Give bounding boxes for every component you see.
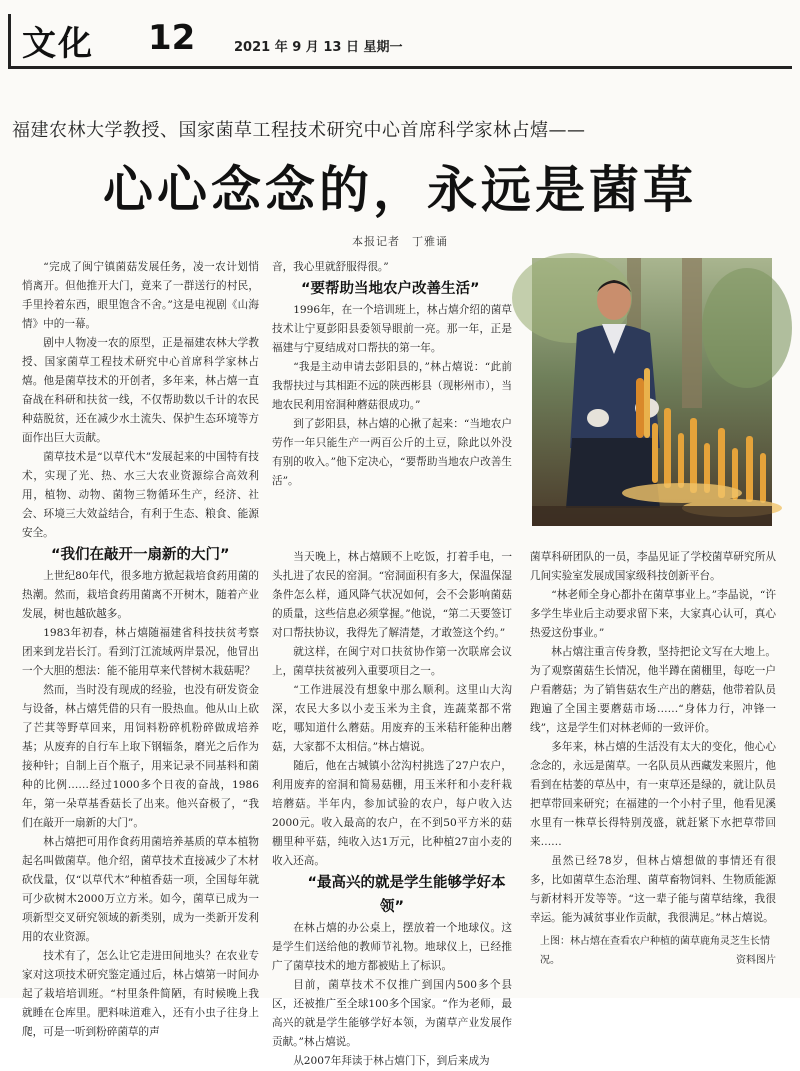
article-column-2 — [272, 258, 512, 548]
paragraph: 然而，当时没有现成的经验，也没有研发资金与设备，林占熺凭借的只有一股热血。他从山上砍了芒萁等野草回来，用饲料粉碎机粉碎做成培养基；从废弃的自行车上取下钢辐条，磨光之后作为接种针；自制上百个瓶子，用来记录不同基料和菌种的比例……经过1000多个日夜的奋战，1986年，第一朵草基香菇长了出来。他兴奋极了，“我们在敲开一扇新的大门”。 — [22, 684, 259, 829]
paragraph: 随后，他在古城镇小岔沟村挑选了27户农户，利用废弃的窑洞和简易菇棚，用玉米秆和小麦秆栽培蘑菇。半年内，参加试验的农户，每户收入达2000元。收入最高的农户，在不到50平方米的菇棚里种平菇，纯收入达1万元，比种植27亩小麦的收入还高。 — [272, 760, 512, 867]
section-name: 文化 — [22, 24, 94, 64]
page-number: 12 — [148, 18, 196, 58]
masthead-rule — [8, 66, 792, 69]
paragraph: 在林占熺的办公桌上，摆放着一个地球仪。这是学生们送给他的教师节礼物。地球仪上，已经推广了菌草技术的地方都被贴上了标识。 — [272, 922, 512, 972]
section-subhead: “要帮助当地农户改善生活” — [301, 281, 480, 297]
paragraph: 菌草科研团队的一员，李晶见证了学校菌草研究所从几间实验室发展成国家级科技创新平台。 — [530, 551, 776, 582]
article-column-3 — [530, 548, 776, 994]
paragraph: 1983年初春，林占熺随福建省科技扶贫考察团来到龙岩长汀。看到汀江流域两岸景况，他冒出一个大胆的想法：能不能用草来代替树木栽菇呢？ — [22, 627, 259, 677]
article-column-1 — [22, 258, 259, 1038]
paragraph: 虽然已经78岁，但林占熺想做的事情还有很多，比如菌草生态治理、菌草畜物饲料、生物质能源与新材料开发等等。“这一辈子能与菌草结缘，我很幸运。能为减贫事业作贡献，我很满足。”林占熺说。 — [530, 855, 776, 924]
paragraph: “完成了闽宁镇菌菇发展任务，凌一农计划悄悄离开。但他推开大门，竟来了一群送行的村民，手里拎着东西，眼里饱含不舍。”这是电视剧《山海情》中的一幕。 — [22, 261, 259, 330]
paragraph: 1996年，在一个培训班上，林占熺介绍的菌草技术让宁夏彭阳县委领导眼前一亮。那一年，正是福建与宁夏结成对口帮扶的第一年。 — [272, 304, 512, 354]
kicker-headline: 福建农林大学教授、国家菌草工程技术研究中心首席科学家林占熺—— — [12, 120, 586, 141]
paragraph: 就这样，在闽宁对口扶贫协作第一次联席会议上，菌草扶贫被列入重要项目之一。 — [272, 646, 512, 677]
paragraph: 上世纪80年代，很多地方掀起栽培食药用菌的热潮。然而，栽培食药用菌离不开树木，随着产业发展，树也越砍越多。 — [22, 570, 259, 620]
paragraph: 菌草技术是“以草代木”发展起来的中国特有技术，实现了光、热、水三大农业资源综合高效利用，植物、动物、菌物三物循环生产，经济、社会、环境三大效益结合，有利于生态、粮食、能源安全。 — [22, 451, 259, 539]
paragraph: 林占熺把可用作食药用菌培养基质的草本植物起名叫做菌草。他介绍，菌草技术直接减少了木材砍伐量，仅“以草代木”种植香菇一项，全国每年就可少砍树木2000万立方米。如今，菌草已成为一项新型交叉研究领域的新类别，成为一类新开发利用的农业资源。 — [22, 836, 259, 943]
section-subhead: “最高兴的就是学生能够学好本领” — [307, 875, 506, 915]
paragraph: “林老师全身心都扑在菌草事业上。”李晶说，“许多学生毕业后主动要求留下来，大家真心认可，真心热爱这份事业。” — [530, 589, 776, 639]
paragraph: “工作进展没有想象中那么顺利。这里山大沟深，农民大多以小麦玉米为主食，连蔬菜都不常吃，哪知道什么蘑菇。用废弃的玉米秸秆能种出蘑菇，大家都不太相信。”林占熺说。 — [272, 684, 512, 753]
article-column-2-lower — [272, 548, 512, 1067]
section-subhead: “我们在敲开一扇新的大门” — [51, 547, 230, 563]
paragraph: 多年来，林占熺的生活没有太大的变化，他心心念念的，永远是菌草。一名队员从西藏发来照片，他看到在枯萎的草丛中，有一束草还是绿的，就让队员把草带回来研究；在福建的一个小村子里，他看见溪水里有一株草长得特别茂盛，就赶紧下水把草带回来…… — [530, 741, 776, 848]
paragraph: “我是主动申请去彭阳县的，”林占熺说：“此前我帮扶过与其相距不远的陕西彬县（现彬州市），当地农民利用窑洞种蘑菇很成功。” — [272, 361, 512, 411]
masthead-bracket — [8, 14, 11, 68]
photo-caption — [540, 932, 776, 970]
article-photo — [532, 258, 772, 526]
paragraph: 音，我心里就舒服得很。” — [272, 261, 389, 273]
byline: 本报记者 丁雅诵 — [352, 235, 448, 248]
main-headline: 心心念念的，永远是菌草 — [103, 161, 697, 219]
issue-date: 2021 年 9 月 13 日 星期一 — [234, 40, 403, 55]
paragraph: 到了彭阳县，林占熺的心揪了起来：“当地农户劳作一年只能生产一两百公斤的土豆，除此以外没有别的收入。”他下定决心，“要帮助当地农户改善生活”。 — [272, 418, 512, 487]
photo-illustration — [532, 258, 772, 526]
photo-credit: 资料图片 — [736, 955, 776, 966]
paragraph: 从2007年拜读于林占熺门下，到后来成为 — [293, 1055, 490, 1067]
paragraph: 目前，菌草技术不仅推广到国内500多个县区，还被推广至全球100多个国家。“作为老师，最高兴的就是学生能够学好本领，为菌草产业发展作贡献。”林占熺说。 — [272, 979, 512, 1048]
paragraph: 剧中人物凌一农的原型，正是福建农林大学教授、国家菌草工程技术研究中心首席科学家林占熺。他是菌草技术的开创者，多年来，林占熺一直奋战在科研和扶贫一线，不仅帮助数以千计的农民种菇脱贫，还在减少水土流失、保护生态环境等方面作出巨大贡献。 — [22, 337, 259, 444]
paragraph: 技术有了，怎么让它走进田间地头？在农业专家对这项技术研究鉴定通过后，林占熺第一时间办起了栽培培训班。“村里条件简陋，有时候晚上我就睡在仓库里。肥料味道难入，还有小虫子往身上爬，可是一听到粉碎菌草的声 — [22, 950, 259, 1038]
paragraph: 林占熺注重言传身教，坚持把论文写在大地上。为了观察菌菇生长情况，他半蹲在菌棚里，每吃一户户看蘑菇；为了销售菇农生产出的蘑菇，他带着队员跑遍了全国主要蘑菇市场……“身体力行，冲锋一线”，这是学生们对林老师的一致评价。 — [530, 646, 776, 734]
paragraph: 当天晚上，林占熺顾不上吃饭，打着手电，一头扎进了农民的窑洞。“窑洞面积有多大，保温保湿条件怎么样，通风降气状况如何，会不会影响菌菇的质量，这些信息必须掌握。”他说，“第二天要签订对口帮扶协议，我得先了解清楚，才敢签这个约。” — [272, 551, 512, 639]
masthead — [8, 6, 792, 66]
caption-text: 上图：林占熺在查看农户种植的菌草鹿角灵芝生长情况。 — [540, 936, 770, 966]
